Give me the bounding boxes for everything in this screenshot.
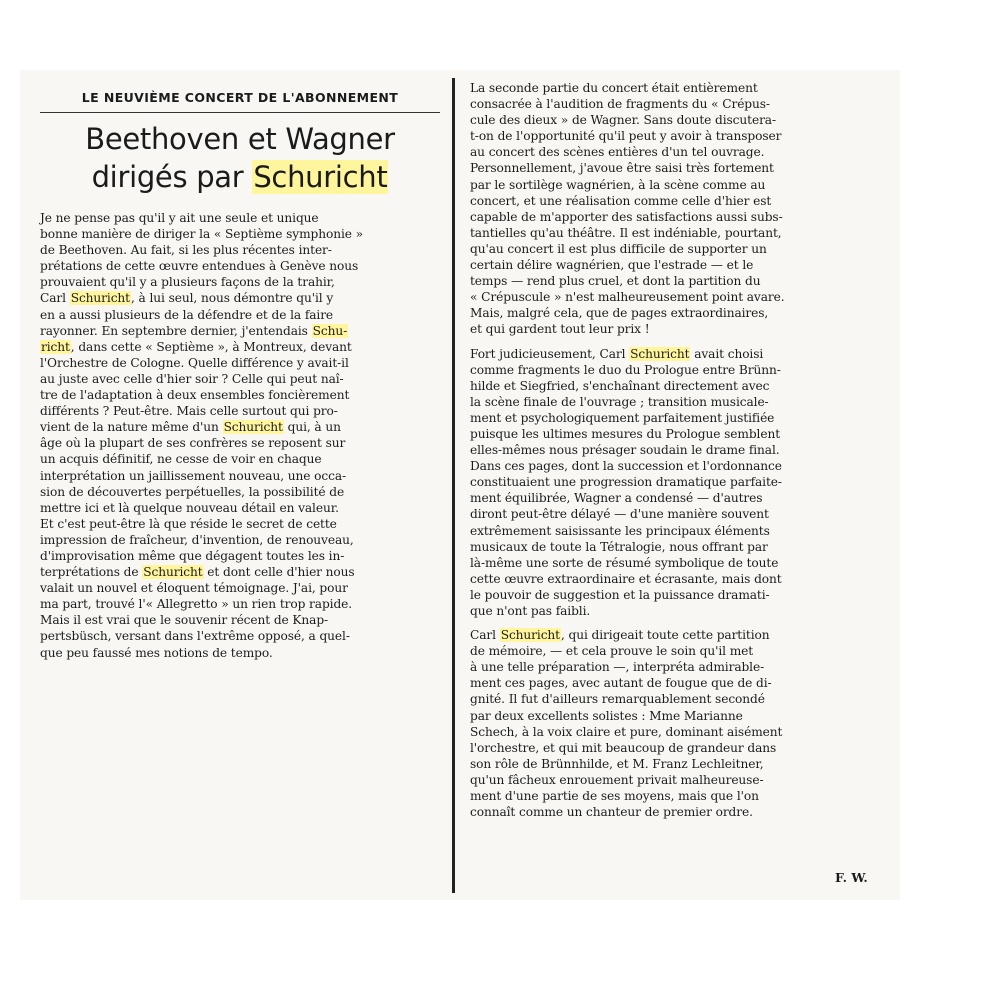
text-segment: elles-mêmes nous présager soudain le drame final.	[470, 443, 780, 458]
text-segment: que peu faussé mes notions de tempo.	[40, 645, 273, 660]
text-segment: ment d'une partie de ses moyens, mais que l'on	[470, 789, 759, 804]
text-segment: bonne manière de diriger la « Septième symphonie »	[40, 227, 364, 242]
text-line	[40, 419, 440, 435]
text-segment: sion de découvertes perpétuelles, la possibilité de	[40, 484, 345, 499]
text-segment: cette œuvre extraordinaire et écrasante, mais dont	[470, 571, 782, 586]
text-segment: tre de l'adaptation à deux ensembles foncièrement	[40, 388, 350, 403]
text-line	[470, 804, 880, 820]
text-segment: Carl	[40, 291, 70, 306]
text-segment: capable de m'apporter des satisfactions aussi subs-	[470, 209, 783, 224]
text-line	[470, 659, 880, 675]
text-line	[40, 355, 440, 371]
text-line	[40, 548, 440, 564]
text-segment: « Crépuscule » n'est malheureusement point avare.	[470, 290, 785, 305]
text-line	[40, 387, 440, 403]
text-line	[470, 410, 880, 426]
text-line	[470, 80, 880, 96]
text-segment: Dans ces pages, dont la succession et l'ordonnance	[470, 459, 782, 474]
text-line	[470, 603, 880, 619]
text-segment: cule des dieux » de Wagner. Sans doute discutera-	[470, 113, 776, 128]
text-line	[470, 523, 880, 539]
text-segment: ment ces pages, avec autant de fougue que de di-	[470, 676, 772, 691]
text-line	[40, 484, 440, 500]
right-column	[470, 80, 880, 820]
text-segment: vient de la nature même d'un	[40, 420, 223, 435]
highlighted-name: Schuricht	[70, 291, 130, 306]
text-segment: , qui dirigeait toute cette partition	[560, 628, 770, 643]
text-segment: Mais il est vrai que le souvenir récent de Knap-	[40, 613, 329, 628]
text-segment: avait choisi	[690, 346, 764, 361]
text-segment: Mais, malgré cela, que de pages extraordinaires,	[470, 306, 769, 321]
text-line	[40, 500, 440, 516]
highlighted-name: Schuricht	[223, 420, 283, 435]
text-line	[470, 506, 880, 522]
text-line	[470, 257, 880, 273]
text-line	[470, 177, 880, 193]
text-segment: Carl	[470, 628, 500, 643]
newspaper-clipping	[20, 70, 900, 900]
text-segment: son rôle de Brünnhilde, et M. Franz Lechleitner,	[470, 756, 764, 771]
highlighted-name: richt	[41, 339, 70, 354]
text-line	[470, 675, 880, 691]
text-segment: interprétation un jaillissement nouveau, une occa-	[40, 468, 347, 483]
text-segment: comme fragments le duo du Prologue entre Brünn-	[470, 362, 781, 377]
paragraph-gap	[470, 619, 880, 627]
text-segment: l'Orchestre de Cologne. Quelle différence y avait-il	[40, 355, 349, 370]
text-segment: qu'au concert il est plus difficile de supporter un	[470, 241, 767, 256]
text-segment: prétations de cette œuvre entendues à Genève nous	[40, 259, 359, 274]
text-line	[470, 112, 880, 128]
text-segment: Schech, à la voix claire et pure, dominant aisément	[470, 724, 783, 739]
text-segment: par deux excellents solistes : Mme Marianne	[470, 708, 743, 723]
text-line	[470, 209, 880, 225]
text-line	[40, 274, 440, 290]
headline-prefix: dirigés par	[91, 160, 253, 194]
text-segment: rayonner. En septembre dernier, j'entendais	[40, 323, 312, 338]
text-line	[470, 144, 880, 160]
text-line	[470, 442, 880, 458]
text-segment: t-on de l'opportunité qu'il peut y avoir à transposer	[470, 129, 782, 144]
text-line	[470, 128, 880, 144]
text-line	[40, 596, 440, 612]
text-line	[470, 458, 880, 474]
paragraph	[470, 346, 880, 620]
text-segment: temps — rend plus cruel, et dont la partition du	[470, 274, 761, 289]
text-segment: pertsbüsch, versant dans l'extrême opposé, a quel-	[40, 629, 350, 644]
text-line	[40, 210, 440, 226]
text-segment: ment et psychologiquement parfaitement justifiée	[470, 410, 775, 425]
text-line	[470, 321, 880, 337]
text-segment: qui, à un	[283, 420, 341, 435]
text-segment: ment équilibrée, Wagner a condensé — d'autres	[470, 491, 763, 506]
text-line	[470, 241, 880, 257]
text-segment: le pouvoir de suggestion et la puissance dramati-	[470, 587, 770, 602]
text-line	[470, 587, 880, 603]
text-segment: âge où la plupart de ses confrères se reposent sur	[40, 436, 346, 451]
text-segment: Je ne pense pas qu'il y ait une seule et unique	[40, 211, 319, 225]
text-segment: valait un nouvel et éloquent témoignage. J'ai, pour	[40, 581, 348, 596]
text-line	[470, 193, 880, 209]
text-line	[40, 645, 440, 661]
text-segment: concert, et une réalisation comme celle d'hier est	[470, 193, 772, 208]
text-segment: certain délire wagnérien, que l'estrade — et le	[470, 258, 754, 273]
text-segment: d'improvisation même que dégagent toutes les in-	[40, 548, 345, 563]
text-segment: par le sortilège wagnérien, à la scène comme au	[470, 177, 766, 192]
article-kicker: LE NEUVIÈME CONCERT DE L'ABONNEMENT	[81, 90, 399, 105]
text-segment: et dont celle d'hier nous	[203, 565, 355, 580]
text-line	[470, 691, 880, 707]
text-segment: , dans cette « Septième », à Montreux, devant	[70, 339, 352, 354]
text-segment: de mémoire, — et cela prouve le soin qu'il met	[470, 644, 754, 659]
paragraph	[470, 80, 880, 338]
text-segment: diront peut-être délayé — d'une manière souvent	[470, 507, 769, 522]
text-segment: constituaient une progression dramatique parfaite-	[470, 475, 782, 490]
text-line	[470, 346, 880, 362]
highlighted-name: Schuricht	[500, 628, 560, 643]
text-segment: et qui gardent tout leur prix !	[470, 322, 650, 337]
text-line	[470, 756, 880, 772]
text-segment: tantielles qu'au théâtre. Il est indéniable, pourtant,	[470, 225, 782, 240]
highlighted-name: Schuricht	[143, 565, 203, 580]
text-segment: La seconde partie du concert était entièrement	[470, 81, 758, 95]
text-segment: prouvaient qu'il y a plusieurs façons de la trahir,	[40, 275, 335, 290]
text-line	[40, 403, 440, 419]
text-line	[470, 96, 880, 112]
text-segment: que n'ont pas faibli.	[470, 604, 591, 618]
text-line	[470, 394, 880, 410]
text-line	[470, 474, 880, 490]
text-segment: puisque les ultimes mesures du Prologue semblent	[470, 426, 781, 441]
text-segment: de Beethoven. Au fait, si les plus récentes inter-	[40, 243, 332, 258]
text-line	[470, 490, 880, 506]
text-line	[470, 305, 880, 321]
text-line	[40, 451, 440, 467]
text-segment: là-même une sorte de résumé symbolique de toute	[470, 555, 779, 570]
text-line	[470, 160, 880, 176]
kicker-rule	[40, 112, 440, 113]
text-line	[470, 362, 880, 378]
text-segment: au concert des scènes entières d'un tel ouvrage.	[470, 145, 765, 160]
text-line	[40, 435, 440, 451]
text-line	[40, 580, 440, 596]
text-line	[470, 426, 880, 442]
text-segment: terprétations de	[40, 565, 143, 580]
text-line	[40, 532, 440, 548]
headline-line-2	[40, 158, 440, 196]
text-line	[40, 612, 440, 628]
text-line	[40, 258, 440, 274]
text-segment: ma part, trouvé l'« Allegretto » un rien trop rapide.	[40, 597, 353, 612]
text-segment: consacrée à l'audition de fragments du « Crépus-	[470, 97, 770, 112]
text-line	[40, 339, 440, 355]
text-segment: musicaux de toute la Tétralogie, nous offrant par	[470, 539, 768, 554]
text-segment: différents ? Peut-être. Mais celle surtout qui pro-	[40, 404, 338, 419]
text-line	[40, 468, 440, 484]
text-line	[470, 378, 880, 394]
text-line	[40, 226, 440, 242]
paragraph-gap	[470, 338, 880, 346]
text-segment: Fort judicieusement, Carl	[470, 346, 630, 361]
headline-highlighted-name: Schuricht	[253, 160, 388, 194]
text-line	[470, 627, 880, 643]
article-headline	[40, 120, 440, 196]
text-line	[470, 555, 880, 571]
highlighted-name: Schu-	[312, 323, 348, 338]
text-segment: , à lui seul, nous démontre qu'il y	[130, 291, 334, 306]
highlighted-name: Schuricht	[630, 346, 690, 361]
text-segment: en a aussi plusieurs de la défendre et de la faire	[40, 307, 334, 322]
text-segment: hilde et Siegfried, s'enchaînant directement avec	[470, 378, 770, 393]
text-segment: la scène finale de l'ouvrage ; transition musicale-	[470, 394, 769, 409]
headline-line-1: Beethoven et Wagner	[85, 122, 395, 156]
text-segment: impression de fraîcheur, d'invention, de renouveau,	[40, 532, 354, 547]
text-line	[470, 225, 880, 241]
text-segment: l'orchestre, et qui mit beaucoup de grandeur dans	[470, 740, 777, 755]
text-line	[470, 788, 880, 804]
text-segment: à une telle préparation —, interpréta admirable-	[470, 660, 765, 675]
text-segment: un acquis définitif, ne cesse de voir en chaque	[40, 452, 322, 467]
text-segment: au juste avec celle d'hier soir ? Celle qui peut naî-	[40, 371, 344, 386]
text-line	[40, 242, 440, 258]
text-line	[40, 290, 440, 306]
text-segment: mettre ici et là quelque nouveau détail en valeur.	[40, 500, 339, 515]
text-line	[470, 740, 880, 756]
text-line	[40, 564, 440, 580]
text-line	[470, 273, 880, 289]
author-signature: F. W.	[835, 870, 868, 885]
text-line	[470, 643, 880, 659]
text-segment: extrêmement saisissante les principaux éléments	[470, 523, 770, 538]
text-line	[470, 724, 880, 740]
text-segment: gnité. Il fut d'ailleurs remarquablement secondé	[470, 692, 765, 707]
text-line	[470, 708, 880, 724]
text-segment: Personnellement, j'avoue être saisi très fortement	[470, 161, 774, 176]
text-line	[40, 628, 440, 644]
text-line	[40, 307, 440, 323]
column-divider	[452, 78, 455, 893]
paragraph	[470, 627, 880, 820]
left-column	[40, 210, 440, 661]
text-line	[470, 289, 880, 305]
text-segment: connaît comme un chanteur de premier ordre.	[470, 805, 753, 820]
text-line	[470, 539, 880, 555]
text-line	[470, 772, 880, 788]
text-line	[40, 371, 440, 387]
text-line	[40, 323, 440, 339]
text-line	[40, 516, 440, 532]
text-segment: Et c'est peut-être là que réside le secret de cette	[40, 516, 337, 531]
text-line	[470, 571, 880, 587]
text-segment: qu'un fâcheux enrouement privait malheureuse-	[470, 772, 764, 787]
